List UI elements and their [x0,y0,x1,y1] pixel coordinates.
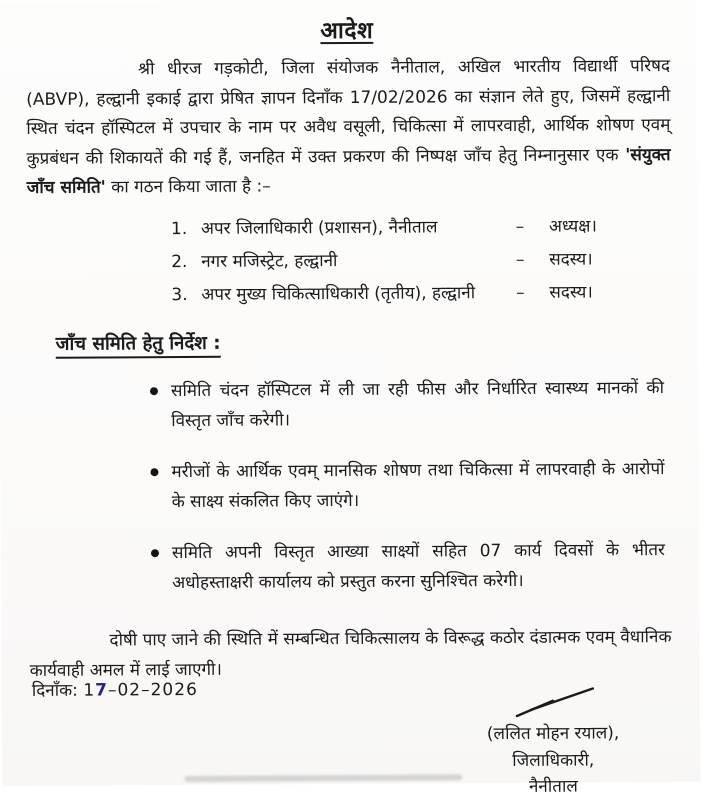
joint-committee-bold-phrase: 'संयुक्त जाँच समिति' [26,144,671,198]
directions-list [150,373,665,598]
signatory-designation: जिलाधिकारी, [512,750,595,771]
committee-row [171,243,629,279]
closing-paragraph: दोषी पाए जाने की स्थिति में सम्बन्धित चिकित्सालय के विरूद्ध कठोर दंडात्मक एवम् वैधानिक कार्यवाही अमल में लाई जाएगी। [29,626,672,681]
bullet-icon [150,468,158,476]
date-digit: 1 [83,680,96,701]
signature-block [448,684,659,801]
separator-dash: – [515,249,525,270]
direction-text: मरीजों के आर्थिक एवम् मानसिक शोषण तथा चिकित्सा में लापरवाही के आरोपों के साक्ष्य संकलित किए जाएंगे। [171,458,665,512]
member-designation: अपर जिलाधिकारी (प्रशासन), नैनीताल [200,216,438,239]
member-number: 1. [170,218,188,239]
direction-item [150,373,664,436]
member-role: सदस्य। [549,282,593,303]
member-number: 3. [171,284,188,305]
date-digit-handwritten-overwrite: 7 [95,680,109,701]
member-designation: अपर मुख्य चिकित्साधिकारी (तृतीय), हल्द्वानी [201,282,476,305]
committee-row [171,210,629,246]
date-label: दिनाँक: [31,680,78,701]
committee-row [171,276,629,312]
member-number: 2. [171,251,188,272]
date-line [32,677,198,701]
cutoff-text-artifact [184,774,462,782]
intro-paragraph [26,52,671,203]
date-rest: –02–2026 [107,679,198,701]
date-value [83,680,198,701]
page-title [0,0,696,47]
direction-item [151,535,665,598]
intro-text-before: श्री धीरज गड़कोटी, जिला संयोजक नैनीताल, अखिल भारतीय विद्यार्थी परिषद (ABVP), हल्द्वानी इकाई द्वारा प्रेषित ज्ञापन दिनाँक 17/02/2026 का संज्ञान लेते हुए, जिसमें हल्द्वानी स्थित चंदन हॉस्पिटल में उपचार के नाम पर अवैध वसूली, चिकित्सा में लापरवाही, आर्थिक शोषण एवम् कुप्रबंधन की शिकायतें की गई हैं, जनहित में उक्त प्रकरण की निष्पक्ष जाँच हेतु निम्नानुसार एक [26,56,671,169]
signatory-place: नैनीताल [528,776,578,797]
bullet-icon [151,549,159,557]
direction-text: समिति चंदन हॉस्पिटल में ली जा रही फीस और निर्धारित स्वास्थ्य मानकों की विस्तृत जाँच करेगी। [170,377,665,431]
member-role: सदस्य। [549,249,593,270]
direction-text: समिति अपनी विस्तृत आख्या साक्ष्यों सहित 07 कार्य दिवसों के भीतर अधोहस्ताक्षरी कार्यालय को प्रस्तुत करना सुनिश्चित करेगी। [171,539,666,593]
member-role: अध्यक्ष। [548,215,597,237]
directions-heading [56,326,698,355]
separator-dash: – [516,282,525,303]
separator-dash: – [515,216,525,237]
signatory-name: (ललित मोहन रयाल), [486,723,620,745]
member-designation: नगर मजिस्ट्रेट, हल्द्वानी [201,250,338,272]
direction-item [150,454,664,517]
document-title-text: आदेश [320,17,374,45]
intro-text-after: का गठन किया जाता है :– [105,176,271,198]
signature-icon [507,684,599,719]
directions-heading-text: जाँच समिति हेतु निर्देश : [56,332,221,358]
committee-member-list [171,210,630,312]
bullet-icon [150,387,158,395]
